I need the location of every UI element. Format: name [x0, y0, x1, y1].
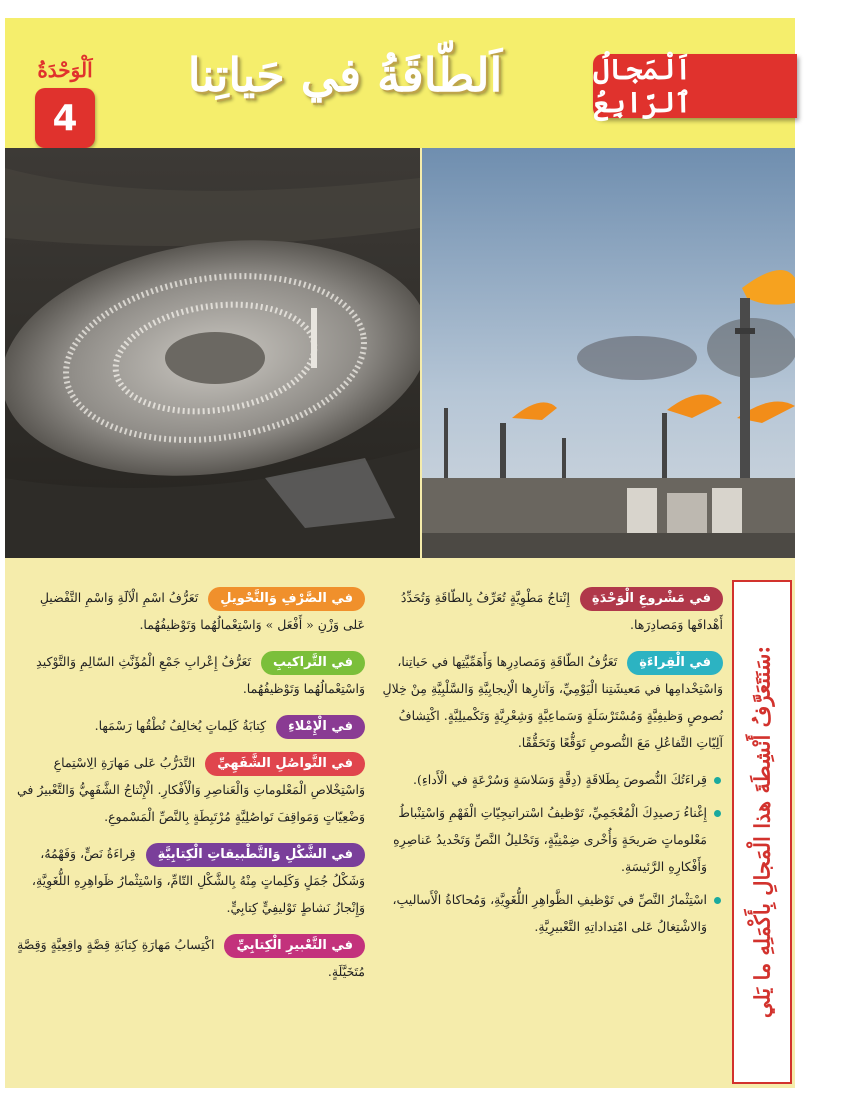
- bullet-item: إِغْناءُ رَصيدِكَ الْمُعْجَمِيِّ، تَوْظيفُ اسْتراتيجِيّاتِ الْفَهْمِ وَاسْتِنْباطُ مَعْلوماتٍ صَريحَةٍ وَأُخْرى ضِمْنِيَّةٍ، وَتَحْليلُ النَّصِّ وَتَحْديدُ عَناصِرِهِ وَأَفْكارِهِ الرَّئيسَةِ.: [375, 799, 723, 880]
- project-section: [375, 584, 723, 638]
- side-heading-text: سَنَتَعَرَّفُ أَنْشِطَةَ هذا الْمَجالِ بِأَكْمَلِهِ ما يَلي:: [749, 645, 775, 1019]
- form-section: [15, 840, 365, 921]
- project-label: في مَشْروعِ الْوَحْدَةِ: [580, 587, 723, 611]
- right-column: [375, 584, 723, 940]
- project-text: إِنْتاجُ مَطْوِيَّةٍ تُعَرِّفُ بِالطّاقَةِ وَتُحَدِّدُ أَهْدافَها وَمَصادِرَها.: [400, 590, 723, 632]
- unit-title: اَلطّاقَةُ في حَياتِنا: [187, 48, 503, 102]
- dictation-section: [15, 712, 365, 739]
- writing-text: اكْتِسابُ مَهارَةِ كِتابَةِ قِصَّةٍ واقِعِيَّةٍ وَقِصَّةٍ مُتَخَيَّلَةٍ.: [17, 937, 365, 979]
- form-label: في الشَّكْلِ وَالتَّطْبيقاتِ الْكِتابِيَّةِ: [146, 843, 365, 867]
- syntax-text: تَعَرُّفُ إِعْرابِ جَمْعِ الْمُؤَنَّثِ السّالِمِ وَالتَّوْكيدِ وَاسْتِعْمالُهُما وَتَوْظيفُهُما.: [36, 654, 365, 696]
- solar-plant-photo: [5, 148, 420, 558]
- oral-label: في التَّواصُلِ الشَّفَهِيِّ: [205, 752, 365, 776]
- section-side-heading: [732, 580, 792, 1084]
- form-text: قِراءَةُ نَصٍّ، وَفَهْمُهُ، وَشَكْلُ جُمَلٍ وَكَلِماتٍ مِنْهُ بِالشَّكْلِ التّامِّ، وَاسْتِثْمارُ ظَواهِرِهِ اللُّغَوِيَّةِ، وَإِنْجازُ نَشاطٍ تَوْليفِيٍّ كِتابِيٍّ.: [31, 846, 365, 915]
- left-column: [15, 584, 365, 995]
- domain-badge: [593, 54, 797, 118]
- oral-section: [15, 749, 365, 830]
- unit-number-badge: 4: [35, 88, 95, 148]
- refinery-photo: [422, 148, 795, 558]
- syntax-section: [15, 648, 365, 702]
- syntax-label: في التَّراكيبِ: [261, 651, 365, 675]
- morphology-text: تَعَرُّفُ اسْمِ الْآلَةِ وَاسْمِ التَّفْضيلِ عَلى وَزْنِ « أَفْعَل » وَاسْتِعْمالُهُما وَتَوْظيفُهُما.: [39, 590, 365, 632]
- dictation-label: في الْإِمْلاءِ: [276, 715, 365, 739]
- dictation-text: كِتابَةُ كَلِماتٍ يُخالِفُ نُطْقُها رَسْمَها.: [94, 718, 267, 733]
- unit-header: [5, 18, 795, 148]
- bullet-item: قِراءَتُكَ النُّصوصَ بِطَلاقَةٍ (دِقَّةٍ وَسَلاسَةٍ وَسُرْعَةٍ في الْأَداءِ).: [375, 766, 723, 793]
- writing-section: [15, 931, 365, 985]
- oral-text: التَّدَرُّبُ عَلى مَهارَةِ الِاسْتِماعِ وَاسْتِخْلاصِ الْمَعْلوماتِ وَالْعَناصِرِ وَالْأَفْكارِ. الْإِنْتاجُ الشَّفَهِيُّ وَالتَّعْبيرُ في وَضْعِيّاتٍ وَمَواقِفَ تَواصُلِيَّةٍ مُرْتَبِطَةٍ بِالنَّصِّ الْمَسْموعِ.: [16, 755, 365, 824]
- textbook-page: [5, 18, 795, 1088]
- bullet-item: اسْتِثْمارُ النَّصِّ في تَوْظيفِ الظَّواهِرِ اللُّغَوِيَّةِ، وَمُحاكاةُ الْأَساليبِ، وَالاشْتِغالُ عَلى امْتِداداتِهِ التَّعْبيرِيَّةِ.: [375, 886, 723, 940]
- writing-label: في التَّعْبيرِ الْكِتابِيِّ: [224, 934, 365, 958]
- morphology-label: في الصَّرْفِ وَالتَّحْويلِ: [208, 587, 365, 611]
- morphology-section: [15, 584, 365, 638]
- reading-label: في الْقِراءَةِ: [627, 651, 723, 675]
- domain-label: اَلْمَجالُ ٱلرّابِعُ: [593, 53, 692, 119]
- unit-label: اَلْوَحْدَةُ: [37, 58, 93, 82]
- reading-text: تَعَرُّفُ الطّاقَةِ وَمَصادِرِها وَأَهَمِّيَّتِها في حَياتِنا، وَاسْتِخْدامِها في مَعيشَتِنا الْيَوْمِيِّ، وَآثارِها الْإيجابِيَّةِ وَالسَّلْبِيَّةِ مِنْ خِلالِ نُصوصٍ وَظيفِيَّةٍ وَمُسْتَرْسَلَةٍ وَسَماعِيَّةٍ وَشِعْرِيَّةٍ وَتَكْميلِيَّةٍ. اكْتِشافُ آلِيّاتِ التَّفاعُلِ مَعَ النُّصوصِ تَوَقُّعًا وَتَحَقُّقًا.: [382, 654, 723, 750]
- reading-section: [375, 648, 723, 756]
